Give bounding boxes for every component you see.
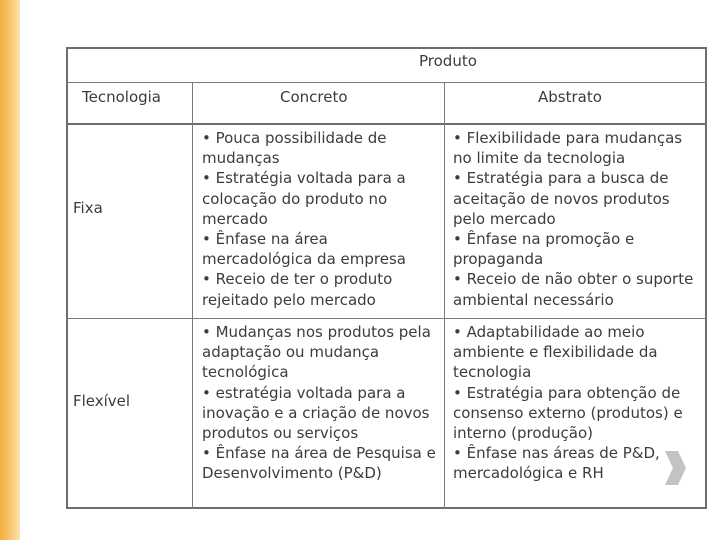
cell-flexivel-concreto — [202, 322, 440, 484]
header-divider — [66, 82, 707, 83]
header-bottom-border — [66, 123, 707, 125]
list-item: • Receio de ter o produto rejeitado pelo mercado — [202, 270, 393, 309]
row-label-fixa: Fixa — [73, 199, 103, 217]
list-item: • Estratégia para obtenção de consenso externo (produtos) e interno (produção) — [453, 383, 683, 443]
cell-fixa-concreto — [202, 128, 440, 310]
list-item: • Ênfase nas áreas de P&D, mercadológica e RH — [453, 444, 660, 483]
list-item: • estratégia voltada para a inovação e a criação de novos produtos ou serviços — [202, 383, 430, 443]
list-item: • Receio de não obter o suporte ambiental necessário — [453, 270, 694, 309]
list-item: • Pouca possibilidade de mudanças — [202, 129, 387, 168]
cell-fixa-abstrato — [453, 128, 703, 310]
row-label-flexivel: Flexível — [73, 392, 131, 410]
column-divider-1 — [192, 82, 193, 509]
list-item: • Estratégia voltada para a colocação do produto no mercado — [202, 169, 406, 228]
chevron-right-icon[interactable] — [662, 448, 688, 488]
list-item: • Adaptabilidade ao meio ambiente e flexibilidade da tecnologia — [453, 323, 658, 382]
corner-header-tecnologia: Tecnologia — [82, 88, 161, 106]
column-divider-2 — [444, 82, 445, 509]
list-item: • Ênfase na área mercadológica da empresa — [202, 230, 406, 269]
list-item: • Flexibilidade para mudanças no limite da tecnologia — [453, 129, 683, 168]
list-item: • Ênfase na área de Pesquisa e Desenvolvimento (P&D) — [202, 444, 436, 483]
top-header-produto: Produto — [419, 52, 477, 70]
list-item: • Mudanças nos produtos pela adaptação ou mudança tecnológica — [202, 323, 431, 382]
column-header-abstrato: Abstrato — [538, 88, 602, 106]
list-item: • Ênfase na promoção e propaganda — [453, 230, 635, 269]
decorative-sidebar-bar — [0, 0, 20, 540]
column-header-concreto: Concreto — [280, 88, 348, 106]
row-divider — [66, 318, 707, 319]
list-item: • Estratégia para a busca de aceitação de novos produtos pelo mercado — [453, 169, 670, 228]
